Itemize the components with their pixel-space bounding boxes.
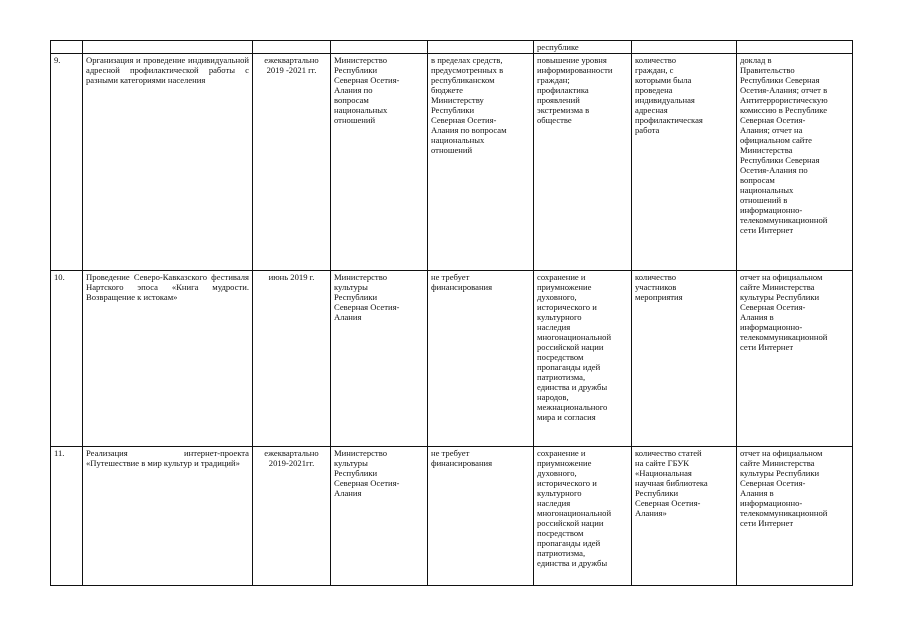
cell-empty	[428, 41, 534, 54]
cell-empty	[737, 41, 853, 54]
cell-indicator: количество статей на сайте ГБУК «Национальная научная библиотека Республики Северная Осетия- Алания»	[632, 447, 737, 586]
cell-result: повышение уровня информированности граждан; профилактика проявлений экстремизма в обществе	[534, 54, 632, 271]
cell-term: ежеквартально 2019 -2021 гг.	[253, 54, 331, 271]
cell-term: ежеквартально 2019-2021гг.	[253, 447, 331, 586]
cell-report: отчет на официальном сайте Министерства культуры Республики Северная Осетия- Алания в информационно- телекоммуникационной сети Интернет	[737, 447, 853, 586]
cell-empty	[83, 41, 253, 54]
cell-term: июнь 2019 г.	[253, 271, 331, 447]
cell-empty	[632, 41, 737, 54]
table-row	[51, 54, 853, 271]
cell-indicator: количество участников мероприятия	[632, 271, 737, 447]
cell-funding: не требует финансирования	[428, 447, 534, 586]
cell-funding: не требует финансирования	[428, 271, 534, 447]
cell-funding: в пределах средств, предусмотренных в республиканском бюджете Министерству Республики Северная Осетия- Алания по вопросам национальных отношений	[428, 54, 534, 271]
cell-event: Реализация интернет-проекта «Путешествие в мир культур и традиций»	[83, 447, 253, 586]
cell-report: отчет на официальном сайте Министерства культуры Республики Северная Осетия- Алания в информационно- телекоммуникационной сети Интернет	[737, 271, 853, 447]
cell-report: доклад в Правительство Республики Северная Осетия-Алания; отчет в Антитеррористическую комиссию в Республике Северная Осетия- Алания; отчет на официальном сайте Министерства Республики Северная Осетия-Алания по вопросам национальных отношений в информационно- телекоммуникационной сети Интернет	[737, 54, 853, 271]
cell-result: сохранение и приумножение духовного, исторического и культурного наследия многонациональной российской нации посредством пропаганды идей патриотизма, единства и дружбы	[534, 447, 632, 586]
table-row	[51, 271, 853, 447]
cell-event: Проведение Северо-Кавказского фестиваля Нартского эпоса «Книга мудрости. Возвращение к истокам»	[83, 271, 253, 447]
cell-executor: Министерство культуры Республики Северная Осетия- Алания	[331, 271, 428, 447]
cell-empty	[331, 41, 428, 54]
cell-empty	[253, 41, 331, 54]
cell-empty	[51, 41, 83, 54]
action-plan-table	[50, 40, 853, 586]
cell-executor: Министерство Республики Северная Осетия- Алания по вопросам национальных отношений	[331, 54, 428, 271]
cell-result-continuation: республике	[534, 41, 632, 54]
cell-number: 10.	[51, 271, 83, 447]
cell-event: Организация и проведение индивидуальной адресной профилактической работы с разными категориями населения	[83, 54, 253, 271]
cell-indicator: количество граждан, с которыми была проведена индивидуальная адресная профилактическая работа	[632, 54, 737, 271]
cell-result: сохранение и приумножение духовного, исторического и культурного наследия многонациональной российской нации посредством пропаганды идей патриотизма, единства и дружбы народов, межнационального мира и согласия	[534, 271, 632, 447]
cell-executor: Министерство культуры Республики Северная Осетия- Алания	[331, 447, 428, 586]
table-row-continuation	[51, 41, 853, 54]
table-row	[51, 447, 853, 586]
cell-number: 11.	[51, 447, 83, 586]
cell-number: 9.	[51, 54, 83, 271]
